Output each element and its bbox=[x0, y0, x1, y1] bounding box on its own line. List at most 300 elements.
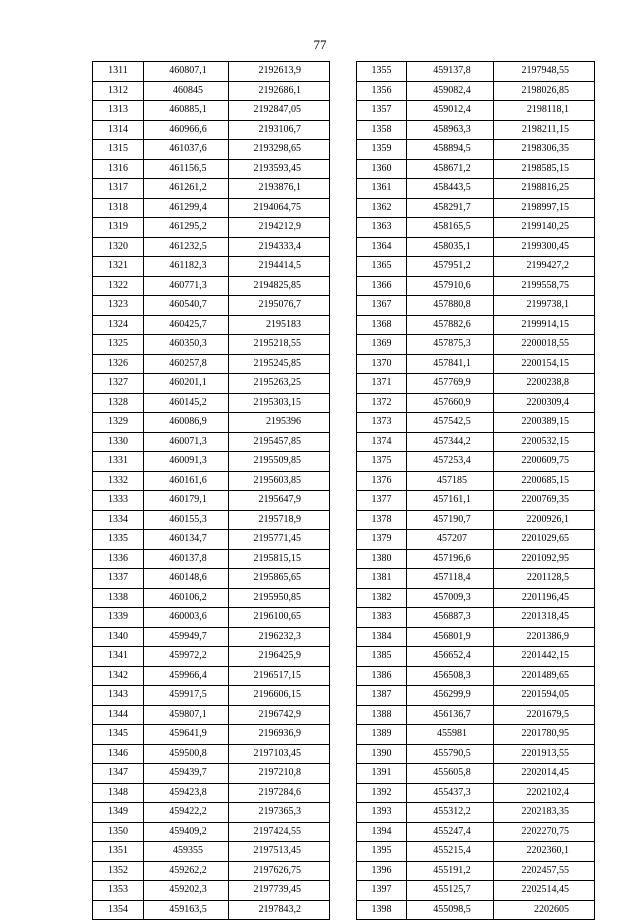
table-row bbox=[357, 374, 595, 394]
x-coordinate-cell: 461232,5 bbox=[144, 237, 229, 257]
point-number-cell: 1385 bbox=[357, 647, 407, 667]
x-coordinate-cell: 459966,4 bbox=[144, 666, 229, 686]
x-coordinate-cell: 459439,7 bbox=[144, 764, 229, 784]
table-row bbox=[357, 861, 595, 881]
table-row bbox=[93, 452, 330, 472]
y-coordinate-cell: 2197843,2 bbox=[229, 900, 330, 920]
x-coordinate-cell: 457660,9 bbox=[407, 393, 494, 413]
point-number-cell: 1374 bbox=[357, 432, 407, 452]
table-row bbox=[357, 666, 595, 686]
x-coordinate-cell: 459137,8 bbox=[407, 62, 494, 82]
y-coordinate-cell: 2195076,7 bbox=[229, 296, 330, 316]
x-coordinate-cell: 460071,3 bbox=[144, 432, 229, 452]
y-coordinate-cell: 2196232,3 bbox=[229, 627, 330, 647]
x-coordinate-cell: 455215,4 bbox=[407, 842, 494, 862]
point-number-cell: 1359 bbox=[357, 140, 407, 160]
table-row bbox=[93, 549, 330, 569]
x-coordinate-cell: 459082,4 bbox=[407, 81, 494, 101]
point-number-cell: 1323 bbox=[93, 296, 144, 316]
point-number-cell: 1389 bbox=[357, 725, 407, 745]
point-number-cell: 1353 bbox=[93, 881, 144, 901]
y-coordinate-cell: 2197210,8 bbox=[229, 764, 330, 784]
x-coordinate-cell: 455981 bbox=[407, 725, 494, 745]
point-number-cell: 1330 bbox=[93, 432, 144, 452]
y-coordinate-cell: 2201092,95 bbox=[494, 549, 595, 569]
table-row bbox=[357, 549, 595, 569]
point-number-cell: 1397 bbox=[357, 881, 407, 901]
point-number-cell: 1373 bbox=[357, 413, 407, 433]
x-coordinate-cell: 457196,6 bbox=[407, 549, 494, 569]
y-coordinate-cell: 2199738,1 bbox=[494, 296, 595, 316]
point-number-cell: 1354 bbox=[93, 900, 144, 920]
x-coordinate-cell: 458165,5 bbox=[407, 218, 494, 238]
x-coordinate-cell: 457769,9 bbox=[407, 374, 494, 394]
y-coordinate-cell: 2199300,45 bbox=[494, 237, 595, 257]
table-row bbox=[93, 725, 330, 745]
point-number-cell: 1316 bbox=[93, 159, 144, 179]
table-row bbox=[93, 491, 330, 511]
x-coordinate-cell: 457161,1 bbox=[407, 491, 494, 511]
y-coordinate-cell: 2198816,25 bbox=[494, 179, 595, 199]
y-coordinate-cell: 2197948,55 bbox=[494, 62, 595, 82]
x-coordinate-cell: 456299,9 bbox=[407, 686, 494, 706]
table-row bbox=[93, 140, 330, 160]
y-coordinate-cell: 2195647,9 bbox=[229, 491, 330, 511]
y-coordinate-cell: 2196936,9 bbox=[229, 725, 330, 745]
table-row bbox=[357, 471, 595, 491]
table-row bbox=[357, 296, 595, 316]
table-row bbox=[357, 530, 595, 550]
table-row bbox=[93, 218, 330, 238]
x-coordinate-cell: 460148,6 bbox=[144, 569, 229, 589]
point-number-cell: 1341 bbox=[93, 647, 144, 667]
table-row bbox=[357, 218, 595, 238]
point-number-cell: 1314 bbox=[93, 120, 144, 140]
y-coordinate-cell: 2201913,55 bbox=[494, 744, 595, 764]
x-coordinate-cell: 457875,3 bbox=[407, 335, 494, 355]
x-coordinate-cell: 457009,3 bbox=[407, 588, 494, 608]
table-row bbox=[357, 491, 595, 511]
y-coordinate-cell: 2195865,65 bbox=[229, 569, 330, 589]
y-coordinate-cell: 2201679,5 bbox=[494, 705, 595, 725]
point-number-cell: 1337 bbox=[93, 569, 144, 589]
table-row bbox=[93, 62, 330, 82]
y-coordinate-cell: 2197513,45 bbox=[229, 842, 330, 862]
point-number-cell: 1366 bbox=[357, 276, 407, 296]
x-coordinate-cell: 460086,9 bbox=[144, 413, 229, 433]
y-coordinate-cell: 2199427,2 bbox=[494, 257, 595, 277]
table-row bbox=[93, 803, 330, 823]
y-coordinate-cell: 2195603,85 bbox=[229, 471, 330, 491]
x-coordinate-cell: 460966,6 bbox=[144, 120, 229, 140]
x-coordinate-cell: 460161,6 bbox=[144, 471, 229, 491]
x-coordinate-cell: 457542,5 bbox=[407, 413, 494, 433]
x-coordinate-cell: 459641,9 bbox=[144, 725, 229, 745]
point-number-cell: 1369 bbox=[357, 335, 407, 355]
point-number-cell: 1327 bbox=[93, 374, 144, 394]
point-number-cell: 1372 bbox=[357, 393, 407, 413]
y-coordinate-cell: 2201489,65 bbox=[494, 666, 595, 686]
table-row bbox=[93, 647, 330, 667]
point-number-cell: 1391 bbox=[357, 764, 407, 784]
point-number-cell: 1398 bbox=[357, 900, 407, 920]
y-coordinate-cell: 2196425,9 bbox=[229, 647, 330, 667]
table-row bbox=[93, 315, 330, 335]
x-coordinate-cell: 457841,1 bbox=[407, 354, 494, 374]
y-coordinate-cell: 2195245,85 bbox=[229, 354, 330, 374]
y-coordinate-cell: 2198026,85 bbox=[494, 81, 595, 101]
y-coordinate-cell: 2202270,75 bbox=[494, 822, 595, 842]
table-row bbox=[357, 120, 595, 140]
y-coordinate-cell: 2197739,45 bbox=[229, 881, 330, 901]
x-coordinate-cell: 456136,7 bbox=[407, 705, 494, 725]
x-coordinate-cell: 459972,2 bbox=[144, 647, 229, 667]
table-row bbox=[93, 237, 330, 257]
coordinates-table-right bbox=[356, 61, 595, 920]
point-number-cell: 1321 bbox=[93, 257, 144, 277]
x-coordinate-cell: 457880,8 bbox=[407, 296, 494, 316]
x-coordinate-cell: 458291,7 bbox=[407, 198, 494, 218]
y-coordinate-cell: 2197103,45 bbox=[229, 744, 330, 764]
table-row bbox=[357, 276, 595, 296]
table-row bbox=[93, 764, 330, 784]
point-number-cell: 1392 bbox=[357, 783, 407, 803]
point-number-cell: 1320 bbox=[93, 237, 144, 257]
y-coordinate-cell: 2194414,5 bbox=[229, 257, 330, 277]
table-row bbox=[357, 354, 595, 374]
y-coordinate-cell: 2198118,1 bbox=[494, 101, 595, 121]
point-number-cell: 1348 bbox=[93, 783, 144, 803]
x-coordinate-cell: 460134,7 bbox=[144, 530, 229, 550]
x-coordinate-cell: 460425,7 bbox=[144, 315, 229, 335]
y-coordinate-cell: 2200309,4 bbox=[494, 393, 595, 413]
y-coordinate-cell: 2202457,55 bbox=[494, 861, 595, 881]
point-number-cell: 1363 bbox=[357, 218, 407, 238]
y-coordinate-cell: 2202014,45 bbox=[494, 764, 595, 784]
y-coordinate-cell: 2201196,45 bbox=[494, 588, 595, 608]
x-coordinate-cell: 457190,7 bbox=[407, 510, 494, 530]
point-number-cell: 1342 bbox=[93, 666, 144, 686]
point-number-cell: 1381 bbox=[357, 569, 407, 589]
table-row bbox=[93, 179, 330, 199]
x-coordinate-cell: 459917,5 bbox=[144, 686, 229, 706]
x-coordinate-cell: 460106,2 bbox=[144, 588, 229, 608]
x-coordinate-cell: 460145,2 bbox=[144, 393, 229, 413]
table-row bbox=[93, 569, 330, 589]
point-number-cell: 1317 bbox=[93, 179, 144, 199]
x-coordinate-cell: 455790,5 bbox=[407, 744, 494, 764]
point-number-cell: 1361 bbox=[357, 179, 407, 199]
y-coordinate-cell: 2200609,75 bbox=[494, 452, 595, 472]
point-number-cell: 1312 bbox=[93, 81, 144, 101]
y-coordinate-cell: 2201029,65 bbox=[494, 530, 595, 550]
table-row bbox=[93, 101, 330, 121]
table-row bbox=[357, 413, 595, 433]
point-number-cell: 1365 bbox=[357, 257, 407, 277]
x-coordinate-cell: 457185 bbox=[407, 471, 494, 491]
y-coordinate-cell: 2193106,7 bbox=[229, 120, 330, 140]
y-coordinate-cell: 2198585,15 bbox=[494, 159, 595, 179]
y-coordinate-cell: 2200238,8 bbox=[494, 374, 595, 394]
point-number-cell: 1383 bbox=[357, 608, 407, 628]
x-coordinate-cell: 460540,7 bbox=[144, 296, 229, 316]
x-coordinate-cell: 457253,4 bbox=[407, 452, 494, 472]
table-row bbox=[357, 608, 595, 628]
y-coordinate-cell: 2193593,45 bbox=[229, 159, 330, 179]
x-coordinate-cell: 461299,4 bbox=[144, 198, 229, 218]
table-row bbox=[357, 569, 595, 589]
point-number-cell: 1368 bbox=[357, 315, 407, 335]
y-coordinate-cell: 2197424,55 bbox=[229, 822, 330, 842]
y-coordinate-cell: 2202360,1 bbox=[494, 842, 595, 862]
x-coordinate-cell: 460807,1 bbox=[144, 62, 229, 82]
y-coordinate-cell: 2200532,15 bbox=[494, 432, 595, 452]
x-coordinate-cell: 456508,3 bbox=[407, 666, 494, 686]
point-number-cell: 1319 bbox=[93, 218, 144, 238]
y-coordinate-cell: 2201442,15 bbox=[494, 647, 595, 667]
table-row bbox=[93, 276, 330, 296]
table-row bbox=[357, 783, 595, 803]
x-coordinate-cell: 460091,3 bbox=[144, 452, 229, 472]
point-number-cell: 1384 bbox=[357, 627, 407, 647]
y-coordinate-cell: 2198306,35 bbox=[494, 140, 595, 160]
table-row bbox=[93, 198, 330, 218]
point-number-cell: 1350 bbox=[93, 822, 144, 842]
point-number-cell: 1345 bbox=[93, 725, 144, 745]
table-row bbox=[357, 803, 595, 823]
point-number-cell: 1390 bbox=[357, 744, 407, 764]
y-coordinate-cell: 2200154,15 bbox=[494, 354, 595, 374]
table-row bbox=[93, 257, 330, 277]
table-row bbox=[357, 842, 595, 862]
y-coordinate-cell: 2195950,85 bbox=[229, 588, 330, 608]
y-coordinate-cell: 2202102,4 bbox=[494, 783, 595, 803]
point-number-cell: 1318 bbox=[93, 198, 144, 218]
x-coordinate-cell: 459409,2 bbox=[144, 822, 229, 842]
point-number-cell: 1322 bbox=[93, 276, 144, 296]
x-coordinate-cell: 455437,3 bbox=[407, 783, 494, 803]
y-coordinate-cell: 2196742,9 bbox=[229, 705, 330, 725]
table-row bbox=[357, 452, 595, 472]
y-coordinate-cell: 2202183,35 bbox=[494, 803, 595, 823]
y-coordinate-cell: 2201386,9 bbox=[494, 627, 595, 647]
y-coordinate-cell: 2193876,1 bbox=[229, 179, 330, 199]
y-coordinate-cell: 2195396 bbox=[229, 413, 330, 433]
x-coordinate-cell: 459500,8 bbox=[144, 744, 229, 764]
table-row bbox=[93, 900, 330, 920]
x-coordinate-cell: 458894,5 bbox=[407, 140, 494, 160]
x-coordinate-cell: 459807,1 bbox=[144, 705, 229, 725]
x-coordinate-cell: 461182,3 bbox=[144, 257, 229, 277]
table-row bbox=[357, 315, 595, 335]
y-coordinate-cell: 2195263,25 bbox=[229, 374, 330, 394]
point-number-cell: 1339 bbox=[93, 608, 144, 628]
y-coordinate-cell: 2194333,4 bbox=[229, 237, 330, 257]
y-coordinate-cell: 2202514,45 bbox=[494, 881, 595, 901]
table-row bbox=[93, 608, 330, 628]
table-row bbox=[93, 842, 330, 862]
point-number-cell: 1336 bbox=[93, 549, 144, 569]
x-coordinate-cell: 461156,5 bbox=[144, 159, 229, 179]
x-coordinate-cell: 455312,2 bbox=[407, 803, 494, 823]
table-row bbox=[357, 627, 595, 647]
table-row bbox=[357, 101, 595, 121]
table-row bbox=[93, 120, 330, 140]
x-coordinate-cell: 457118,4 bbox=[407, 569, 494, 589]
point-number-cell: 1351 bbox=[93, 842, 144, 862]
coordinates-table-left bbox=[92, 61, 330, 920]
y-coordinate-cell: 2200926,1 bbox=[494, 510, 595, 530]
table-row bbox=[357, 237, 595, 257]
y-coordinate-cell: 2197626,75 bbox=[229, 861, 330, 881]
table-row bbox=[93, 822, 330, 842]
x-coordinate-cell: 455098,5 bbox=[407, 900, 494, 920]
point-number-cell: 1380 bbox=[357, 549, 407, 569]
y-coordinate-cell: 2198997,15 bbox=[494, 198, 595, 218]
point-number-cell: 1395 bbox=[357, 842, 407, 862]
table-row bbox=[357, 198, 595, 218]
point-number-cell: 1325 bbox=[93, 335, 144, 355]
table-row bbox=[93, 393, 330, 413]
table-row bbox=[93, 81, 330, 101]
y-coordinate-cell: 2198211,15 bbox=[494, 120, 595, 140]
point-number-cell: 1371 bbox=[357, 374, 407, 394]
x-coordinate-cell: 461037,6 bbox=[144, 140, 229, 160]
x-coordinate-cell: 456652,4 bbox=[407, 647, 494, 667]
x-coordinate-cell: 459423,8 bbox=[144, 783, 229, 803]
y-coordinate-cell: 2192686,1 bbox=[229, 81, 330, 101]
point-number-cell: 1347 bbox=[93, 764, 144, 784]
table-row bbox=[93, 354, 330, 374]
x-coordinate-cell: 461295,2 bbox=[144, 218, 229, 238]
table-row bbox=[93, 374, 330, 394]
point-number-cell: 1335 bbox=[93, 530, 144, 550]
point-number-cell: 1388 bbox=[357, 705, 407, 725]
table-row bbox=[357, 588, 595, 608]
x-coordinate-cell: 457951,2 bbox=[407, 257, 494, 277]
x-coordinate-cell: 455191,2 bbox=[407, 861, 494, 881]
y-coordinate-cell: 2200389,15 bbox=[494, 413, 595, 433]
x-coordinate-cell: 460771,3 bbox=[144, 276, 229, 296]
y-coordinate-cell: 2194212,9 bbox=[229, 218, 330, 238]
point-number-cell: 1387 bbox=[357, 686, 407, 706]
table-row bbox=[93, 413, 330, 433]
point-number-cell: 1377 bbox=[357, 491, 407, 511]
point-number-cell: 1333 bbox=[93, 491, 144, 511]
table-row bbox=[93, 744, 330, 764]
x-coordinate-cell: 459012,4 bbox=[407, 101, 494, 121]
y-coordinate-cell: 2194825,85 bbox=[229, 276, 330, 296]
x-coordinate-cell: 457882,6 bbox=[407, 315, 494, 335]
point-number-cell: 1396 bbox=[357, 861, 407, 881]
table-row bbox=[357, 725, 595, 745]
y-coordinate-cell: 2194064,75 bbox=[229, 198, 330, 218]
y-coordinate-cell: 2201128,5 bbox=[494, 569, 595, 589]
table-row bbox=[93, 159, 330, 179]
y-coordinate-cell: 2199140,25 bbox=[494, 218, 595, 238]
table-row bbox=[357, 647, 595, 667]
table-row bbox=[93, 335, 330, 355]
table-row bbox=[93, 627, 330, 647]
point-number-cell: 1332 bbox=[93, 471, 144, 491]
point-number-cell: 1349 bbox=[93, 803, 144, 823]
y-coordinate-cell: 2199914,15 bbox=[494, 315, 595, 335]
x-coordinate-cell: 459202,3 bbox=[144, 881, 229, 901]
x-coordinate-cell: 457344,2 bbox=[407, 432, 494, 452]
table-row bbox=[357, 881, 595, 901]
x-coordinate-cell: 458671,2 bbox=[407, 159, 494, 179]
table-row bbox=[93, 783, 330, 803]
point-number-cell: 1378 bbox=[357, 510, 407, 530]
y-coordinate-cell: 2193298,65 bbox=[229, 140, 330, 160]
x-coordinate-cell: 459422,2 bbox=[144, 803, 229, 823]
point-number-cell: 1326 bbox=[93, 354, 144, 374]
x-coordinate-cell: 455247,4 bbox=[407, 822, 494, 842]
table-row bbox=[357, 335, 595, 355]
y-coordinate-cell: 2200018,55 bbox=[494, 335, 595, 355]
x-coordinate-cell: 458035,1 bbox=[407, 237, 494, 257]
table-row bbox=[93, 471, 330, 491]
x-coordinate-cell: 457910,6 bbox=[407, 276, 494, 296]
point-number-cell: 1382 bbox=[357, 588, 407, 608]
table-row bbox=[357, 822, 595, 842]
point-number-cell: 1334 bbox=[93, 510, 144, 530]
table-row bbox=[357, 686, 595, 706]
x-coordinate-cell: 460137,8 bbox=[144, 549, 229, 569]
table-row bbox=[357, 432, 595, 452]
point-number-cell: 1394 bbox=[357, 822, 407, 842]
y-coordinate-cell: 2196517,15 bbox=[229, 666, 330, 686]
point-number-cell: 1356 bbox=[357, 81, 407, 101]
point-number-cell: 1329 bbox=[93, 413, 144, 433]
x-coordinate-cell: 456801,9 bbox=[407, 627, 494, 647]
y-coordinate-cell: 2200769,35 bbox=[494, 491, 595, 511]
table-row bbox=[357, 81, 595, 101]
x-coordinate-cell: 460003,6 bbox=[144, 608, 229, 628]
x-coordinate-cell: 458963,3 bbox=[407, 120, 494, 140]
table-row bbox=[357, 62, 595, 82]
point-number-cell: 1376 bbox=[357, 471, 407, 491]
x-coordinate-cell: 461261,2 bbox=[144, 179, 229, 199]
table-row bbox=[93, 666, 330, 686]
y-coordinate-cell: 2192613,9 bbox=[229, 62, 330, 82]
point-number-cell: 1340 bbox=[93, 627, 144, 647]
y-coordinate-cell: 2197365,3 bbox=[229, 803, 330, 823]
point-number-cell: 1343 bbox=[93, 686, 144, 706]
page-number: 77 bbox=[313, 37, 327, 52]
x-coordinate-cell: 460257,8 bbox=[144, 354, 229, 374]
table-row bbox=[93, 432, 330, 452]
table-row bbox=[93, 881, 330, 901]
table-row bbox=[93, 530, 330, 550]
y-coordinate-cell: 2192847,05 bbox=[229, 101, 330, 121]
y-coordinate-cell: 2201318,45 bbox=[494, 608, 595, 628]
y-coordinate-cell: 2195509,85 bbox=[229, 452, 330, 472]
y-coordinate-cell: 2200685,15 bbox=[494, 471, 595, 491]
table-row bbox=[357, 140, 595, 160]
y-coordinate-cell: 2196100,65 bbox=[229, 608, 330, 628]
x-coordinate-cell: 455605,8 bbox=[407, 764, 494, 784]
point-number-cell: 1386 bbox=[357, 666, 407, 686]
point-number-cell: 1313 bbox=[93, 101, 144, 121]
point-number-cell: 1375 bbox=[357, 452, 407, 472]
point-number-cell: 1358 bbox=[357, 120, 407, 140]
y-coordinate-cell: 2195457,85 bbox=[229, 432, 330, 452]
table-row bbox=[357, 393, 595, 413]
point-number-cell: 1324 bbox=[93, 315, 144, 335]
point-number-cell: 1364 bbox=[357, 237, 407, 257]
y-coordinate-cell: 2202605 bbox=[494, 900, 595, 920]
